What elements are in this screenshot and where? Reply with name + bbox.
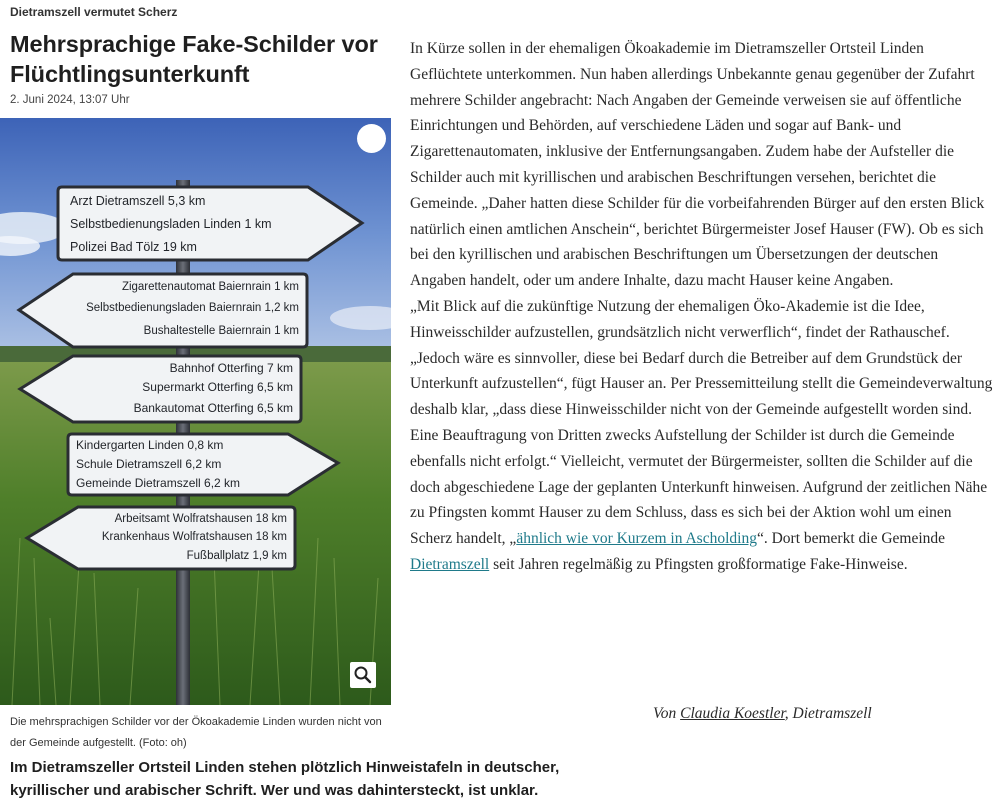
paragraph-1: In Kürze sollen in der ehemaligen Ökoakademie im Dietramszeller Ortsteil Linden Geflüchtete unterkommen. Nun haben allerdings Unbekannte genau gegenüber der Zufahrt mehrere Schilder angebracht: Nach Angaben der Gemeinde verweisen sie auf öffentliche Einrichtungen und Behörden, auf verschiedene Läden und sogar auf Bank- und Zigarettenautomaten, inklusive der Entfernungsangaben. Zudem habe der Aufsteller die Schilder auch mit kyrillischen und arabischen Beschriftungen versehen, berichtet die Gemeinde. „Daher hatten diese Schilder für die vorbeifahrenden Bürger auf den ersten Blick natürlich einen amtlichen Anschein“, berichtet Bürgermeister Josef Hauser (FW). Ob es sich bei den kyrillischen und arabischen Beschriftungen um Übersetzungen der deutschen Angaben handelt, oder um andere Inhalte, dazu macht Hauser keine Angaben. (410, 40, 985, 290)
publish-date: 2. Juni 2024, 13:07 Uhr (10, 94, 130, 106)
photo-caption: Die mehrsprachigen Schilder vor der Ökoakademie Linden wurden nicht von der Gemeinde aufgestellt. (Foto: oh) (10, 716, 382, 749)
sign-3 (20, 356, 301, 422)
kicker: Dietramszell vermutet Scherz (10, 5, 178, 19)
zoom-button[interactable] (350, 662, 376, 688)
sign-4-line-3: Gemeinde Dietramszell 6,2 km (76, 476, 241, 490)
sign-1-line-2: Selbstbedienungsladen Linden 1 km (70, 217, 272, 231)
byline-prefix: Von (653, 705, 681, 722)
author-link[interactable]: Claudia Koestler (680, 705, 785, 722)
sign-1-line-1: Arzt Dietramszell 5,3 km (70, 194, 206, 208)
paragraph-2-part-3: seit Jahren regelmäßig zu Pfingsten großformatige Fake-Hinweise. (489, 555, 908, 573)
sign-2-line-2: Selbstbedienungsladen Baiernrain 1,2 km (86, 302, 299, 314)
sign-5-line-3: Fußballplatz 1,9 km (186, 550, 287, 562)
paragraph-2-part-2: “. Dort bemerkt die Gemeinde (756, 530, 946, 548)
sign-3-line-2: Supermarkt Otterfing 6,5 km (142, 380, 293, 394)
link-dietramszell[interactable]: Dietramszell (410, 555, 490, 573)
paragraph-2 (410, 294, 995, 578)
sign-1 (58, 187, 362, 260)
article-body (410, 36, 995, 578)
link-ascholding[interactable]: ähnlich wie vor Kurzem in Ascholding (516, 530, 757, 548)
article-photo[interactable] (0, 118, 391, 705)
sign-4-line-2: Schule Dietramszell 6,2 km (76, 457, 222, 471)
headline: Mehrsprachige Fake-Schilder vor Flüchtlingsunterkunft (10, 31, 378, 87)
sign-4-line-1: Kindergarten Linden 0,8 km (76, 438, 224, 452)
sign-4 (68, 434, 338, 495)
sign-1-line-3: Polizei Bad Tölz 19 km (70, 240, 197, 254)
sign-3-line-1: Bahnhof Otterfing 7 km (169, 361, 293, 375)
sign-5-line-1: Arbeitsamt Wolfratshausen 18 km (114, 513, 287, 525)
sign-2-line-3: Bushaltestelle Baiernrain 1 km (143, 325, 299, 337)
sign-5-line-2: Krankenhaus Wolfratshausen 18 km (101, 531, 287, 543)
byline-suffix: , Dietramszell (784, 705, 872, 722)
sign-2-line-1: Zigarettenautomat Baiernrain 1 km (121, 281, 299, 293)
sign-5 (27, 507, 295, 569)
sign-2 (19, 274, 307, 347)
paragraph-2-part-1: „Mit Blick auf die zukünftige Nutzung der ehemaligen Öko-Akademie ist die Idee, Hinweisschilder aufzustellen, grundsätzlich nicht verwerflich“, findet der Rathauschef. „Jedoch wäre es sinnvoller, diese bei Bedarf durch die Betreiber auf dem Grundstück der Unterkunft aufzustellen“, fügt Hauser an. Per Pressemitteilung stellt die Gemeindeverwaltung deshalb klar, „dass diese Hinweisschilder nicht von der Gemeinde aufgestellt worden sind. Eine Beauftragung von Dritten zwecks Aufstellung der Schilder ist durch die Gemeinde ebenfalls nicht erfolgt.“ Vielleicht, vermutet der Bürgermeister, sollten die Schilder auf die doch abgeschiedene Lage der geplanten Unterkunft hinweisen. Aufgrund der zeitlichen Nähe zu Pfingsten kommt Hauser zu dem Schluss, dass es sich bei der Aktion wohl um einen Scherz handelt, „ (410, 297, 993, 548)
sign-3-line-3: Bankautomat Otterfing 6,5 km (133, 401, 293, 415)
byline (653, 705, 872, 723)
magnifier-icon (350, 662, 376, 688)
photo-menu-button[interactable] (357, 124, 386, 153)
article-teaser: Im Dietramszeller Ortsteil Linden stehen plötzlich Hinweistafeln in deutscher, kyrillischer und arabischer Schrift. Wer und was dahintersteckt, ist unklar. (10, 759, 560, 799)
